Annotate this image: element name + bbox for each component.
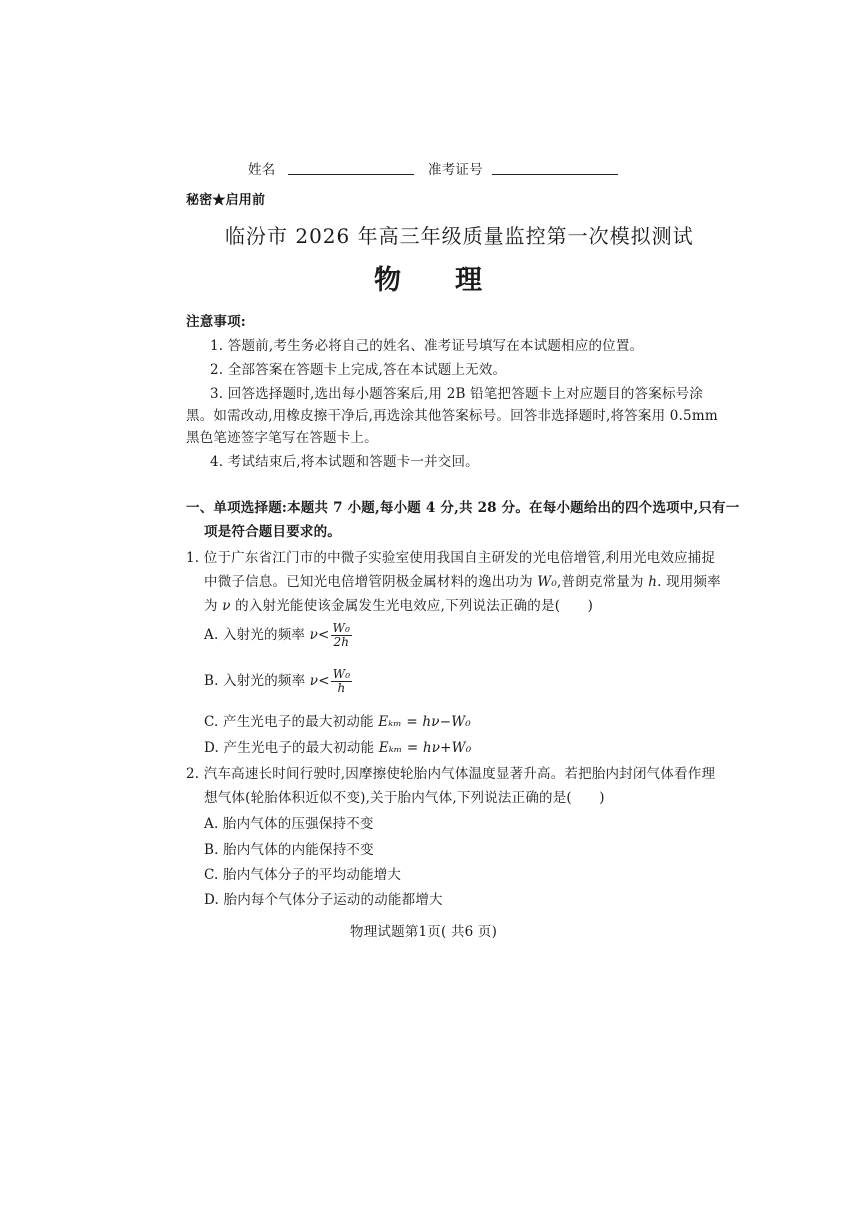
name-label: 姓名	[248, 162, 276, 178]
q1-option-b[interactable]	[204, 668, 352, 695]
note-item: 3. 回答选择题时,选出每小题答案后,用 2B 铅笔把答题卡上对应题目的答案标号涂	[210, 386, 704, 402]
exam-title: 临汾市 2026 年高三年级质量监控第一次模拟测试	[225, 224, 694, 248]
q1-stem-line3	[204, 594, 593, 614]
q1-var-nu: ν	[222, 598, 231, 614]
note-item: 黑色笔迹签字笔写在答题卡上。	[186, 430, 378, 446]
section-heading-cont: 项是符合题目要求的。	[204, 524, 341, 540]
option-label: D. 产生光电子的最大初动能	[204, 740, 379, 756]
note-item: 黑。如需改动,用橡皮擦干净后,再选涂其他答案标号。回答非选择题时,将答案用 0.5mm	[186, 408, 718, 424]
q1-text: 为	[204, 598, 223, 614]
q1-option-d[interactable]	[204, 736, 471, 756]
secret-mark: 秘密★启用前	[186, 193, 266, 208]
name-blank[interactable]	[288, 160, 414, 175]
q2-option-a[interactable]: A. 胎内气体的压强保持不变	[204, 816, 374, 832]
q2-stem-line2: 想气体(轮胎体积近似不变),关于胎内气体,下列说法正确的是( )	[204, 790, 605, 806]
q1-stem-line2	[204, 570, 721, 590]
subject-title: 物 理	[374, 265, 482, 296]
q1-option-a[interactable]	[204, 622, 352, 649]
q2-option-b[interactable]: B. 胎内气体的内能保持不变	[204, 842, 374, 858]
fraction-numerator: W₀	[332, 621, 351, 635]
exam-id-blank[interactable]	[492, 160, 618, 175]
q2-option-d[interactable]: D. 胎内每个气体分子运动的动能都增大	[204, 892, 443, 908]
note-item: 1. 答题前,考生务必将自己的姓名、准考证号填写在本试题相应的位置。	[210, 338, 644, 354]
q1-option-c[interactable]	[204, 710, 471, 730]
notes-heading: 注意事项:	[186, 314, 246, 330]
fraction-denominator: h	[337, 681, 346, 695]
q1-text: 的入射光能使该金属发生光电效应,下列说法正确的是( )	[230, 598, 594, 614]
option-formula: Eₖₘ = hν−W₀	[378, 714, 471, 730]
note-item: 4. 考试结束后,将本试题和答题卡一并交回。	[210, 454, 479, 470]
q1-text: ,普朗克常量为	[557, 574, 649, 590]
option-label: B. 入射光的频率	[204, 673, 310, 689]
q1-stem-line1: 1. 位于广东省江门市的中微子实验室使用我国自主研发的光电倍增管,利用光电效应捕捉	[186, 550, 716, 566]
option-label: A. 入射光的频率	[204, 627, 310, 643]
option-label: C. 产生光电子的最大初动能	[204, 714, 379, 730]
q1-var-h: h	[648, 574, 658, 590]
option-formula: Eₖₘ = hν+W₀	[378, 740, 472, 756]
q2-stem-line1: 2. 汽车高速长时间行驶时,因摩擦使轮胎内气体温度显著升高。若把胎内封闭气体看作理	[186, 766, 716, 782]
exam-id-label: 准考证号	[428, 162, 483, 178]
q1-text: . 现用频率	[657, 574, 721, 590]
q2-option-c[interactable]: C. 胎内气体分子的平均动能增大	[204, 867, 402, 883]
fraction	[331, 668, 353, 695]
q1-var-w0: W₀	[537, 574, 557, 590]
fraction-denominator: 2h	[333, 635, 350, 649]
page-footer: 物理试题第1页( 共6 页)	[350, 924, 498, 940]
q1-text: 中微子信息。已知光电倍增管阴极金属材料的逸出功为	[204, 574, 538, 590]
option-var: ν<	[309, 627, 330, 643]
option-var: ν<	[309, 673, 330, 689]
note-item: 2. 全部答案在答题卡上完成,答在本试题上无效。	[210, 362, 507, 378]
fraction	[331, 622, 353, 649]
fraction-numerator: W₀	[332, 667, 351, 681]
section-heading: 一、单项选择题:本题共 7 小题,每小题 4 分,共 28 分。在每小题给出的四个选项中,只有一	[186, 500, 740, 516]
